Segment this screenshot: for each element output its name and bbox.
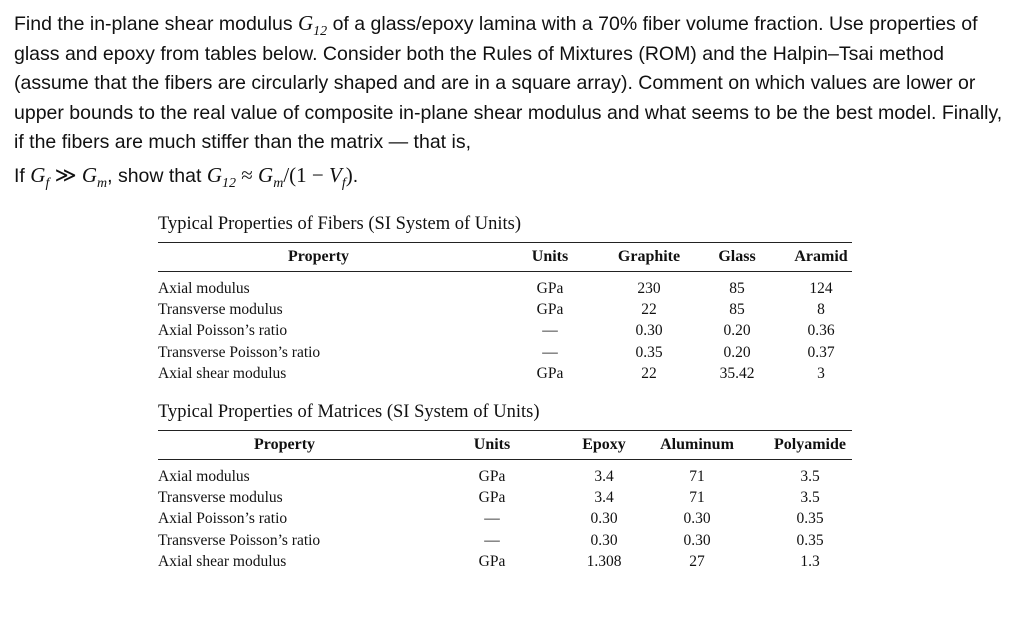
table-cell: — [542, 343, 558, 361]
column-header: Property [288, 248, 350, 265]
table-row [158, 489, 852, 510]
table-cell: — [484, 531, 500, 549]
table-cell: 0.30 [635, 322, 663, 340]
matrices-table-title: Typical Properties of Matrices (SI System of Units) [158, 402, 540, 422]
table-row [158, 553, 852, 574]
table-row [158, 280, 852, 301]
column-header: Units [473, 436, 511, 453]
table-header-row [158, 431, 852, 459]
table-cell: 35.42 [719, 364, 755, 382]
table-cell: 0.30 [683, 510, 711, 528]
table-body [158, 272, 852, 386]
table-cell: 3.5 [800, 468, 820, 485]
table-cell: GPa [478, 489, 506, 507]
column-header: Aluminum [660, 436, 734, 453]
table-row [158, 301, 852, 322]
table-cell: 124 [809, 280, 833, 297]
table-cell: 3.4 [594, 468, 614, 485]
property-name: Axial modulus [158, 468, 250, 485]
condition-end: . [352, 164, 359, 187]
table-cell: 27 [689, 552, 705, 570]
table-cell: 22 [641, 364, 657, 382]
table-cell: 3 [817, 364, 825, 382]
table-cell: 0.20 [723, 322, 751, 340]
table-cell: 3.5 [800, 489, 820, 507]
table-cell: 0.35 [635, 343, 663, 361]
column-header: Epoxy [582, 436, 626, 453]
table-row [158, 344, 852, 365]
column-header: Glass [718, 248, 756, 265]
table-cell: 0.20 [723, 343, 751, 361]
property-name: Transverse Poisson’s ratio [158, 343, 321, 361]
problem-statement [14, 9, 1014, 191]
table-cell: 8 [817, 301, 825, 319]
table-cell: 230 [637, 280, 661, 297]
table-cell: 0.35 [796, 531, 824, 549]
table-cell: 3.4 [594, 489, 614, 507]
property-name: Axial shear modulus [158, 552, 287, 570]
table-row [158, 532, 852, 553]
column-header: Property [254, 436, 316, 453]
table-cell: 85 [729, 301, 745, 319]
table-header-row [158, 243, 852, 271]
table-cell: 0.37 [807, 343, 835, 361]
table-cell: — [484, 510, 500, 528]
table-cell: 0.30 [590, 531, 618, 549]
table-cell: GPa [536, 301, 564, 319]
column-header: Aramid [794, 248, 848, 265]
property-name: Transverse modulus [158, 489, 283, 507]
property-name: Axial shear modulus [158, 364, 287, 382]
approximation-formula: $G_{12} \approx G_m/(1 - V_f)$ [206, 162, 353, 191]
problem-text: Find the in-plane shear modulus $G_{12}$ of a glass/epoxy lamina with a 70% fiber volume fraction. Use properties of glass and epoxy from tables below. Consider both the Rules of Mixtures (ROM) and the Halpin–Tsai method (assume that the fibers are circularly shaped and are in a square array). Comment on which values are lower or upper bounds to the real value of composite in-plane shear modulus and what seems to be the best model. Finally, if the fibers are much stiffer than the matrix — that is, [14, 11, 1003, 153]
property-name: Transverse modulus [158, 301, 283, 319]
table-row [158, 322, 852, 343]
property-name: Axial Poisson’s ratio [158, 510, 288, 528]
table-cell: GPa [478, 552, 506, 570]
condition-prefix: If [14, 164, 25, 187]
table-cell: 71 [689, 489, 705, 507]
fibers-table-title: Typical Properties of Fibers (SI System of Units) [158, 214, 522, 234]
condition-middle: , show that [107, 164, 202, 187]
table-cell: 0.36 [807, 322, 835, 340]
property-name: Transverse Poisson’s ratio [158, 531, 321, 549]
table-cell: 22 [641, 301, 657, 319]
table-cell: GPa [536, 364, 564, 382]
table-cell: 85 [729, 280, 745, 297]
table-cell: GPa [478, 468, 506, 485]
table-cell: 1.3 [800, 552, 820, 570]
table-cell: 0.30 [590, 510, 618, 528]
problem-condition [14, 161, 1014, 192]
table-cell: — [542, 322, 558, 340]
matrices-table [158, 430, 852, 574]
table-cell: 0.35 [796, 510, 824, 528]
table-cell: GPa [536, 280, 564, 297]
stiffness-condition-formula: $G_f$ ≫ $G_m$ [30, 162, 108, 191]
property-name: Axial Poisson’s ratio [158, 322, 288, 340]
property-name: Axial modulus [158, 280, 250, 297]
column-header: Graphite [617, 248, 681, 265]
table-cell: 71 [689, 468, 705, 485]
table-row [158, 365, 852, 386]
table-row [158, 510, 852, 531]
column-header: Polyamide [774, 436, 846, 453]
table-row [158, 468, 852, 489]
column-header: Units [531, 248, 569, 265]
table-cell: 0.30 [683, 531, 711, 549]
table-body [158, 460, 852, 574]
fibers-table [158, 242, 852, 386]
table-cell: 1.308 [586, 552, 622, 570]
